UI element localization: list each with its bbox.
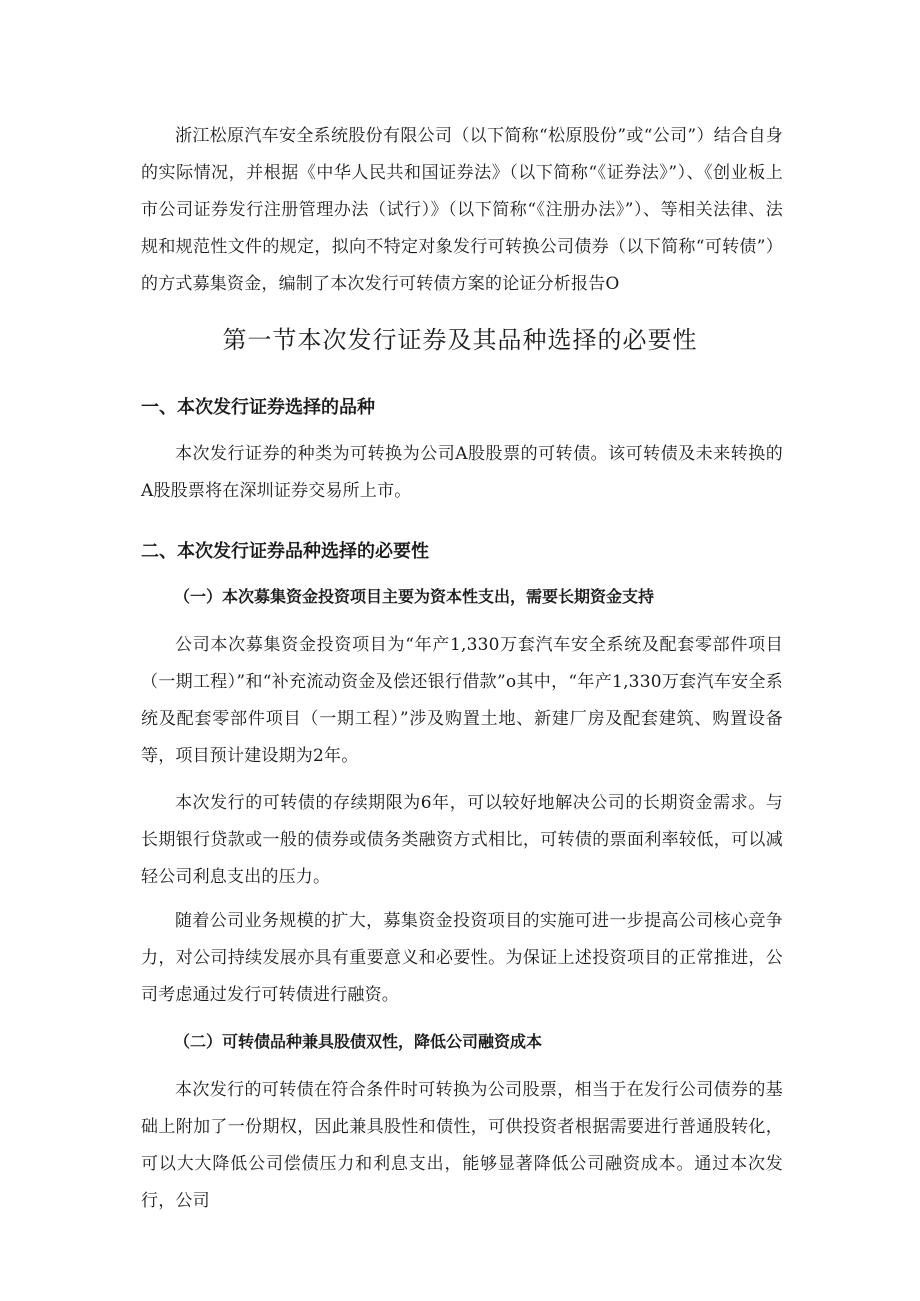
heading-two: 二、本次发行证券品种选择的必要性 — [141, 541, 429, 562]
paragraph-financing-cost: 本次发行的可转债在符合条件时可转换为公司股票，相当于在发行公司债券的基础上附加了一份期权，因此兼具股性和债性，可供投资者根据需要进行普通股转化，可以大大降低公司偿债压力和利息支出，能够显著降低公司融资成本。通过本次发行，公司 — [141, 1080, 783, 1211]
paragraph-investment-projects: 公司本次募集资金投资项目为“年产1,330万套汽车安全系统及配套零部件项目（一期工程）”和“补充流动资金及偿还银行借款”o其中，“年产1,330万套汽车安全系统及配套零部件项目（一期工程）”涉及购置土地、新建厂房及配套建筑、购置设备等，项目预计建设期为2年。 — [141, 635, 783, 766]
subheading-two: （二）可转债品种兼具股债双性，降低公司融资成本 — [174, 1032, 543, 1051]
intro-paragraph: 浙江松原汽车安全系统股份有限公司（以下简称“松原股份”或“公司”）结合自身的实际情况，并根据《中华人民共和国证券法》（以下简称“《证券法》”）、《创业板上市公司证券发行注册管理办法（试行）》（以下简称“《注册办法》”）、等相关法律、法规和规范性文件的规定，拟向不特定对象发行可转换公司债券（以下简称“可转债”）的方式募集资金，编制了本次发行可转债方案的论证分析报告O — [141, 126, 783, 294]
paragraph-business-scale: 随着公司业务规模的扩大，募集资金投资项目的实施可进一步提高公司核心竞争力，对公司持续发展亦具有重要意义和必要性。为保证上述投资项目的正常推进，公司考虑通过发行可转债进行融资。 — [141, 911, 783, 1005]
paragraph-duration: 本次发行的可转债的存续期限为6年，可以较好地解决公司的长期资金需求。与长期银行贷款或一般的债券或债务类融资方式相比，可转债的票面利率较低，可以减轻公司利息支出的压力。 — [141, 793, 783, 887]
heading-one: 一、本次发行证券选择的品种 — [141, 397, 375, 418]
paragraph-securities-type: 本次发行证券的种类为可转换为公司A股股票的可转债。该可转债及未来转换的A股股票将在深圳证券交易所上市。 — [141, 444, 783, 501]
section-title: 第一节本次发行证券及其品种选择的必要性 — [222, 326, 698, 354]
subheading-one: （一）本次募集资金投资项目主要为资本性支出，需要长期资金支持 — [174, 587, 655, 606]
